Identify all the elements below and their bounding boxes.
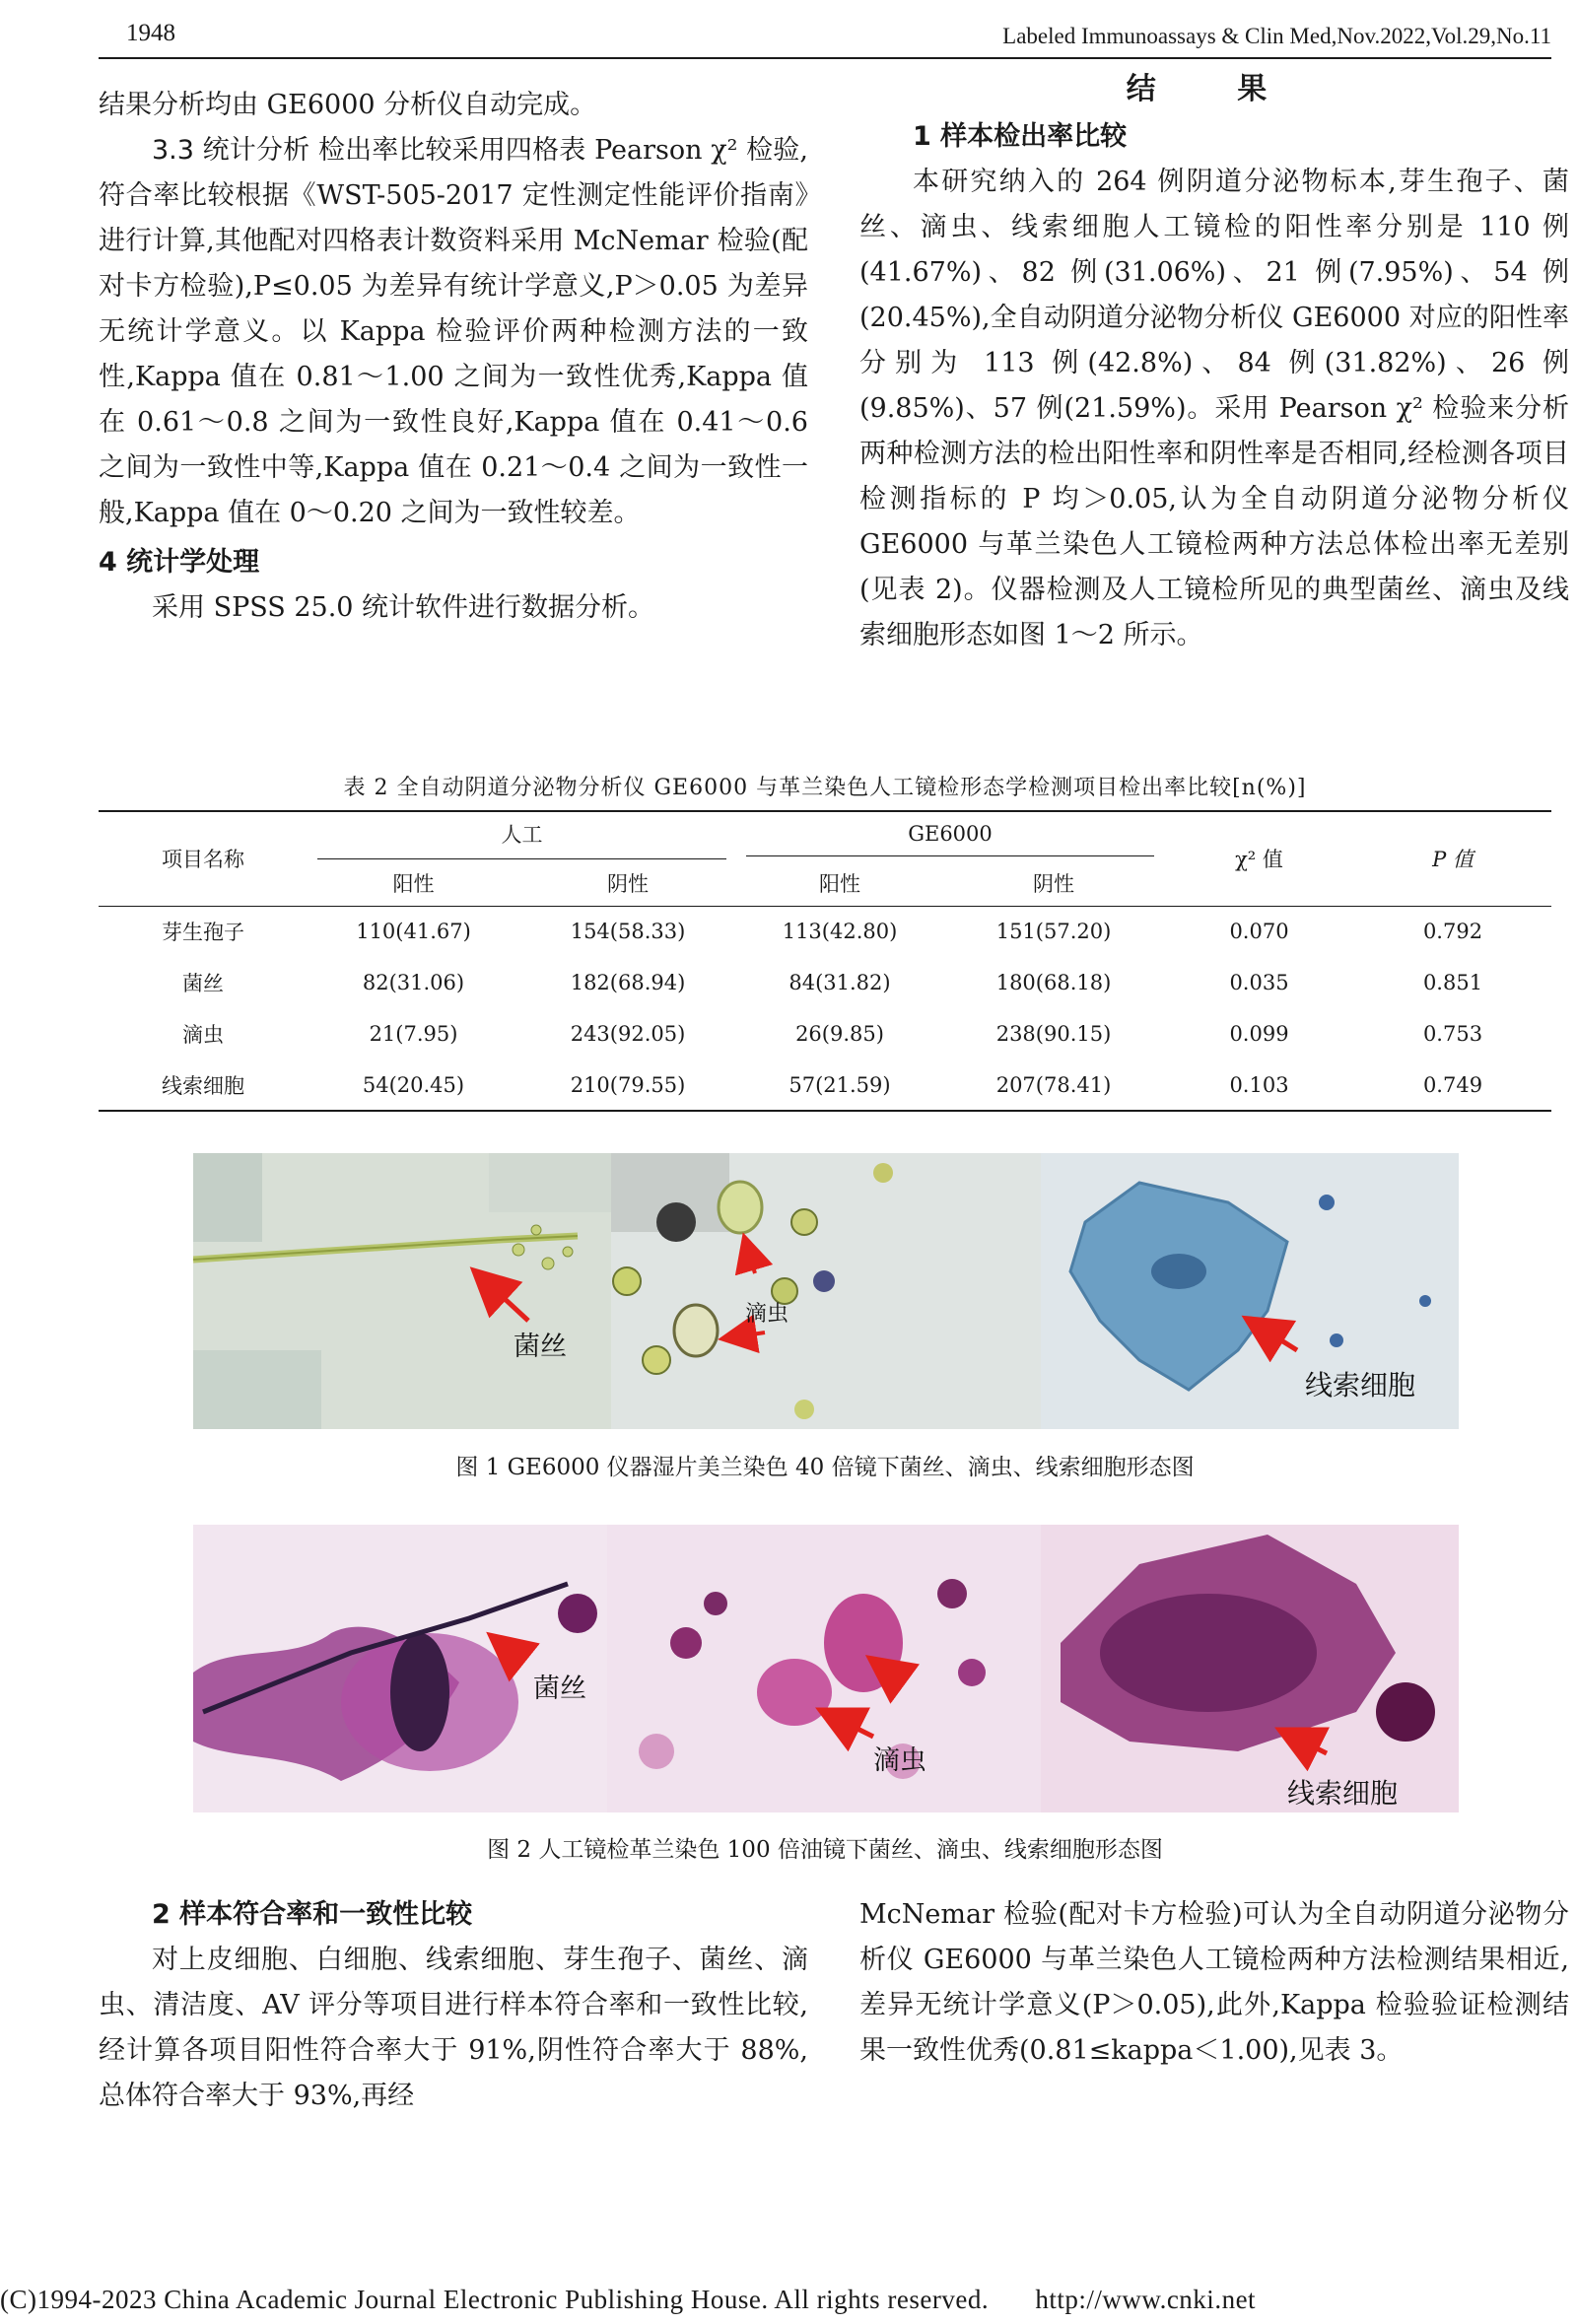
section4-text: 采用 SPSS 25.0 统计软件进行数据分析。	[152, 592, 655, 623]
figure2-label-trichomonas: 滴虫	[873, 1745, 926, 1776]
cell-p: 0.792	[1422, 920, 1483, 944]
cell-chi: 0.035	[1229, 971, 1289, 994]
cell-chi: 0.070	[1229, 920, 1289, 944]
results-heading: 结 果	[1126, 72, 1303, 106]
section1-heading: 1 样本检出率比较	[913, 121, 1128, 152]
col-header-item: 项目名称	[162, 848, 244, 872]
cell-p: 0.851	[1422, 971, 1483, 994]
figure2-label-clue-cell: 线索细胞	[1287, 1777, 1399, 1810]
row-name: 芽生孢子	[162, 921, 244, 945]
table-row	[99, 906, 1551, 957]
table-row	[99, 1008, 1551, 1059]
sub-header-instrument-pos: 阳性	[819, 871, 860, 896]
row-name: 滴虫	[182, 1023, 224, 1047]
right-column	[859, 67, 1569, 658]
cell-instrument-neg: 151(57.20)	[995, 920, 1112, 944]
footer	[0, 2285, 1256, 2315]
row-name: 菌丝	[182, 972, 224, 995]
cell-instrument-pos: 113(42.80)	[782, 920, 898, 944]
left-column	[99, 83, 808, 631]
col-header-instrument	[736, 811, 1164, 860]
cell-manual-pos: 110(41.67)	[356, 920, 471, 944]
footer-copyright: (C)1994-2023 China Academic Journal Electronic Publishing House. All rights reserved.	[0, 2285, 990, 2314]
figure1-svg	[193, 1153, 1459, 1429]
row-name: 线索细胞	[162, 1073, 244, 1098]
sub-header-instrument-neg: 阴性	[1033, 871, 1074, 896]
figure2-svg	[193, 1525, 1459, 1812]
cell-instrument-pos: 26(9.85)	[795, 1022, 884, 1046]
figure2-panel-clue-cell	[1041, 1525, 1459, 1812]
manual-group-rule	[317, 858, 726, 859]
cell-instrument-pos: 84(31.82)	[788, 971, 891, 994]
table-row	[99, 1059, 1551, 1111]
cell-manual-pos: 82(31.06)	[362, 971, 465, 994]
cell-manual-pos: 21(7.95)	[369, 1022, 458, 1046]
section2-text: 对上皮细胞、白细胞、线索细胞、芽生孢子、菌丝、滴虫、清洁度、AV 评分等项目进行样本符合率和一致性比较,经计算各项目阳性符合率大于 91%,阴性符合率大于 88%,总体符合率大于 93%,再经	[99, 1945, 808, 2111]
cell-p: 0.753	[1422, 1022, 1483, 1046]
cell-instrument-neg: 180(68.18)	[995, 971, 1112, 994]
cell-manual-pos: 54(20.45)	[362, 1072, 465, 1097]
header-rule	[99, 57, 1551, 59]
figure2-caption: 图 2 人工镜检革兰染色 100 倍油镜下菌丝、滴虫、线索细胞形态图	[487, 1837, 1163, 1863]
figure1-panel-hyphae	[193, 1153, 611, 1429]
stats-text: 检出率比较采用四格表 Pearson χ² 检验,符合率比较根据《WST-505-2017 定性测定性能评价指南》进行计算,其他配对四格表计数资料采用 McNemar 检验(配对卡方检验),P≤0.05 为差异有统计学意义,P＞0.05 为差异无统计学意义。以 Kappa 检验评价两种检测方法的一致性,Kappa 值在 0.81～1.00 之间为一致性优秀,Kappa 值在 0.61～0.8 之间为一致性良好,Kappa 值在 0.41～0.6 之间为一致性中等,Kappa 值在 0.21～0.4 之间为一致性一般,Kappa 值在 0～0.20 之间为一致性较差。	[99, 135, 808, 528]
section2-continuation: McNemar 检验(配对卡方检验)可认为全自动阴道分泌物分析仪 GE6000 与革兰染色人工镜检两种方法检测结果相近,差异无统计学意义(P＞0.05),此外,Kappa 检验验证检测结果一致性优秀(0.81≤kappa＜1.00),见表 3。	[859, 1899, 1569, 2066]
figure1-micrographs	[193, 1153, 1459, 1429]
instrument-group-rule	[746, 855, 1154, 856]
cell-instrument-neg: 207(78.41)	[995, 1072, 1112, 1097]
footer-url[interactable]: http://www.cnki.net	[1035, 2285, 1257, 2314]
cell-manual-neg: 243(92.05)	[570, 1022, 686, 1046]
figure2-panel-trichomonas	[607, 1525, 1041, 1812]
bottom-right-column	[859, 1892, 1569, 2074]
figure1-panel-clue-cell	[1041, 1153, 1459, 1429]
section1-text: 本研究纳入的 264 例阴道分泌物标本,芽生孢子、菌丝、滴虫、线索细胞人工镜检的阳性率分别是 110 例(41.67%)、82 例(31.06%)、21 例(7.95%)、54 例(20.45%),全自动阴道分泌物分析仪 GE6000 对应的阳性率分别为 113 例(42.8%)、84 例(31.82%)、26 例(9.85%)、57 例(21.59%)。采用 Pearson χ² 检验来分析两种检测方法的检出阳性率和阴性率是否相同,经检测各项目检测指标的 P 均＞0.05,认为全自动阴道分泌物分析仪 GE6000 与革兰染色人工镜检两种方法总体检出率无差别(见表 2)。仪器检测及人工镜检所见的典型菌丝、滴虫及线索细胞形态如图 1～2 所示。	[859, 167, 1569, 650]
figure1-caption: 图 1 GE6000 仪器湿片美兰染色 40 倍镜下菌丝、滴虫、线索细胞形态图	[455, 1455, 1195, 1480]
figure2-micrographs	[193, 1525, 1459, 1812]
bottom-left-column	[99, 1892, 808, 2119]
journal-header: Labeled Immunoassays & Clin Med,Nov.2022,Vol.29,No.11	[1002, 24, 1551, 48]
table-row	[99, 957, 1551, 1008]
cell-manual-neg: 210(79.55)	[570, 1072, 686, 1097]
stats-paragraph	[99, 128, 808, 536]
figure1-panel-trichomonas	[611, 1153, 1041, 1429]
cell-manual-neg: 182(68.94)	[570, 971, 686, 994]
figure1-label-hyphae: 菌丝	[514, 1332, 567, 1362]
page-number: 1948	[126, 20, 175, 46]
table-caption: 表 2 全自动阴道分泌物分析仪 GE6000 与革兰染色人工镜检形态学检测项目检出率比较[n(%)]	[343, 776, 1307, 800]
cell-chi: 0.103	[1229, 1072, 1289, 1097]
cell-instrument-pos: 57(21.59)	[788, 1072, 891, 1097]
section4-heading: 4 统计学处理	[99, 547, 260, 578]
figure1-label-clue-cell: 线索细胞	[1305, 1369, 1416, 1401]
cell-instrument-neg: 238(90.15)	[995, 1022, 1112, 1046]
sub-header-manual-pos: 阳性	[392, 871, 435, 896]
instrument-group-label: GE6000	[908, 822, 993, 846]
methods-continuation: 结果分析均由 GE6000 分析仪自动完成。	[99, 90, 597, 120]
figure1-label-trichomonas: 滴虫	[745, 1302, 789, 1327]
cell-chi: 0.099	[1229, 1022, 1289, 1046]
cell-p: 0.749	[1422, 1072, 1483, 1097]
cell-manual-neg: 154(58.33)	[570, 920, 686, 944]
results-table	[99, 810, 1551, 1112]
sub-header-manual-neg: 阴性	[607, 871, 649, 896]
stats-heading: 3.3 统计分析	[152, 135, 310, 166]
section2-heading: 2 样本符合率和一致性比较	[152, 1899, 473, 1930]
col-header-p: P 值	[1432, 848, 1474, 872]
figure2-panel-hyphae	[193, 1525, 607, 1812]
manual-group-label: 人工	[501, 823, 543, 847]
col-header-chi: χ² 值	[1235, 848, 1283, 872]
figure2-label-hyphae: 菌丝	[533, 1674, 586, 1704]
col-header-manual	[308, 811, 736, 860]
